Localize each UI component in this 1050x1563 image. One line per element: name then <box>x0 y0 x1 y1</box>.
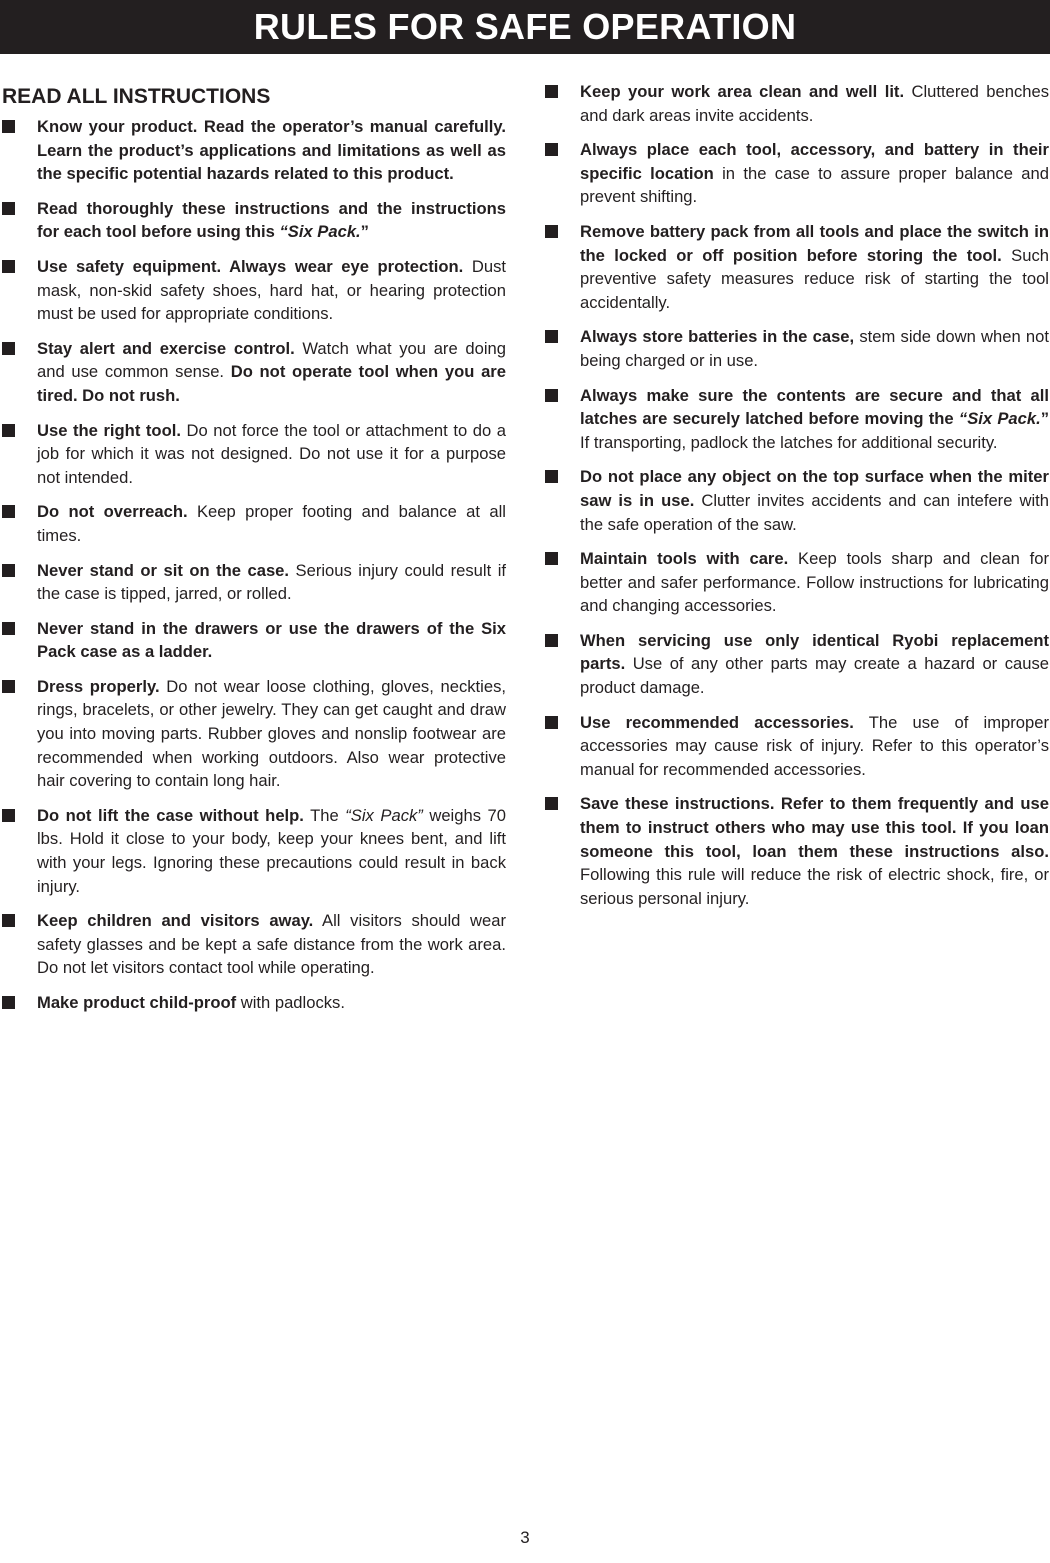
square-bullet-icon <box>545 797 558 810</box>
rule-text: Watch what you are doing and use common sense. <box>37 338 506 382</box>
rule-text: Following this rule will reduce the risk of electric shock, fire, or serious personal injury. <box>580 865 1049 908</box>
rule-text: stem side down when not being charged or in use. <box>580 327 1049 370</box>
rule-text: Keep children and visitors away. <box>37 911 314 931</box>
rule-text: in the case to assure proper balance and prevent shifting. <box>580 163 1049 207</box>
rule-text: Read thoroughly these instructions and the instructions for each tool before using this <box>37 198 506 242</box>
rule-text: Do not operate tool when you are tired. Do not rush. <box>37 362 506 405</box>
rule-text: Use of any other parts may create a hazard or cause product damage. <box>580 654 1049 698</box>
left-column <box>2 82 506 1026</box>
rule-text: The use of improper accessories may cause risk of injury. Refer to this operator’s manual for recommended accessories. <box>580 712 1049 779</box>
rule-know-product <box>2 115 506 186</box>
rule-remove-battery <box>545 220 1049 314</box>
square-bullet-icon <box>545 225 558 238</box>
rule-text: Dust mask, non-skid safety shoes, hard hat, or hearing protection must be used for appropriate conditions. <box>37 256 506 324</box>
section-heading: READ ALL INSTRUCTIONS <box>2 85 271 108</box>
rule-text: “Six Pack. <box>958 409 1041 429</box>
square-bullet-icon <box>2 342 15 355</box>
rule-lift-case <box>2 804 506 898</box>
rule-text: Do not place any object on the top surface when the miter saw is in use. <box>580 467 1049 510</box>
square-bullet-icon <box>2 564 15 577</box>
rule-text: If transporting, padlock the latches for additional security. <box>580 432 998 452</box>
rule-save-instructions <box>545 792 1049 910</box>
rule-children-visitors <box>2 909 506 980</box>
rule-text: Do not wear loose clothing, gloves, neckties, rings, bracelets, or other jewelry. They can get caught and draw you into moving parts. Rubber gloves and nonslip footwear are recommended when working outdoors. Also wear protective hair covering to contain long hair. <box>37 676 506 791</box>
square-bullet-icon <box>2 202 15 215</box>
rule-top-surface <box>545 465 1049 536</box>
square-bullet-icon <box>2 996 15 1009</box>
rule-text: “Six Pack. <box>279 222 361 242</box>
rule-text: Always store batteries in the case, <box>580 327 855 347</box>
square-bullet-icon <box>2 914 15 927</box>
square-bullet-icon <box>545 330 558 343</box>
page-title-banner <box>0 0 1050 54</box>
rule-text: ” <box>360 222 369 242</box>
rule-text: The <box>303 805 346 825</box>
square-bullet-icon <box>545 470 558 483</box>
rule-text: Such preventive safety measures reduce risk of starting the tool accidentally. <box>580 245 1049 312</box>
rule-work-area <box>545 80 1049 127</box>
rule-text: with padlocks. <box>236 993 345 1012</box>
square-bullet-icon <box>2 424 15 437</box>
rule-text: Stay alert and exercise control. <box>37 338 295 358</box>
rule-dress-properly <box>2 675 506 793</box>
rule-identical-parts <box>545 629 1049 700</box>
square-bullet-icon <box>2 120 15 133</box>
rule-text: Use safety equipment. Always wear eye protection. <box>37 256 464 276</box>
rule-contents-secure <box>545 384 1049 455</box>
rule-text: Know your product. Read the operator’s manual carefully. Learn the product’s applications and limitations as well as the specific potential hazards related to this product. <box>37 117 506 184</box>
rule-text: Do not lift the case without help. <box>37 805 304 825</box>
rule-text: ” <box>1040 409 1050 429</box>
rule-text: Keep proper footing and balance at all times. <box>37 502 506 545</box>
rule-drawers-ladder <box>2 617 506 664</box>
rule-tool-location <box>545 138 1049 209</box>
rule-text: Do not force the tool or attachment to do a job for which it was not designed. Do not use it for a purpose not intended. <box>37 420 507 487</box>
rule-text: Make product child-proof <box>37 993 237 1012</box>
rule-text-wrapper <box>279 222 360 241</box>
square-bullet-icon <box>545 389 558 402</box>
rule-text: Do not overreach. <box>37 502 188 522</box>
rule-text: Never stand or sit on the case. <box>37 560 290 580</box>
rule-text: Never stand in the drawers or use the drawers of the Six Pack case as a ladder. <box>37 618 506 662</box>
rule-text: Keep tools sharp and clean for better and safer performance. Follow instructions for lubricating and changing accessories. <box>580 549 1049 616</box>
rule-right-tool <box>2 419 506 490</box>
square-bullet-icon <box>2 622 15 635</box>
square-bullet-icon <box>545 143 558 156</box>
square-bullet-icon <box>545 634 558 647</box>
rule-stay-alert <box>2 337 506 408</box>
page-number: 3 <box>520 1528 530 1547</box>
rule-text-wrapper <box>959 409 1041 428</box>
left-rules-list <box>2 115 506 1015</box>
rule-text: Remove battery pack from all tools and place the switch in the locked or off position before storing the tool. <box>580 221 1049 265</box>
square-bullet-icon <box>2 505 15 518</box>
rule-recommended-accessories <box>545 711 1049 782</box>
rule-text: Use recommended accessories. <box>580 712 854 732</box>
rule-text: Keep your work area clean and well lit. <box>580 82 905 101</box>
square-bullet-icon <box>545 85 558 98</box>
rule-overreach <box>2 500 506 547</box>
square-bullet-icon <box>2 260 15 273</box>
square-bullet-icon <box>2 809 15 822</box>
rule-text: All visitors should wear safety glasses and be kept a safe distance from the work area. Do not let visitors contact tool while operating. <box>37 911 506 978</box>
rule-text: Dress properly. <box>37 676 160 696</box>
rule-text: Always place each tool, accessory, and battery in their specific location <box>580 140 1049 183</box>
rule-text: Maintain tools with care. <box>580 549 789 569</box>
rule-text: Cluttered benches and dark areas invite accidents. <box>580 82 1050 125</box>
rule-read-instructions <box>2 197 506 244</box>
rule-text: Always make sure the contents are secure and that all latches are securely latched before moving the <box>580 385 1049 429</box>
square-bullet-icon <box>2 680 15 693</box>
right-rules-list <box>545 80 1049 910</box>
rule-text: “Six Pack” <box>345 805 423 825</box>
square-bullet-icon <box>545 552 558 565</box>
square-bullet-icon <box>545 716 558 729</box>
rule-child-proof <box>2 991 506 1015</box>
rule-text: Use the right tool. <box>37 420 181 440</box>
rule-text: When servicing use only identical Ryobi replacement parts. <box>580 630 1049 674</box>
rule-safety-equipment <box>2 255 506 326</box>
rule-text: Save these instructions. Refer to them frequently and use them to instruct others who may use this tool. If you loan someone this tool, loan them these instructions also. <box>580 794 1049 861</box>
rule-stand-on-case <box>2 559 506 606</box>
rule-text: Clutter invites accidents and can intefere with the safe operation of the saw. <box>580 490 1049 534</box>
rule-maintain-tools <box>545 547 1049 618</box>
rule-store-batteries <box>545 325 1049 372</box>
rule-text: Serious injury could result if the case is tipped, jarred, or rolled. <box>37 560 506 604</box>
rule-text: weighs 70 lbs. Hold it close to your body, keep your knees bent, and lift with your legs. Ignoring these precautions could result in back injury. <box>37 805 506 896</box>
page-title: RULES FOR SAFE OPERATION <box>253 6 797 47</box>
right-column <box>545 80 1049 921</box>
